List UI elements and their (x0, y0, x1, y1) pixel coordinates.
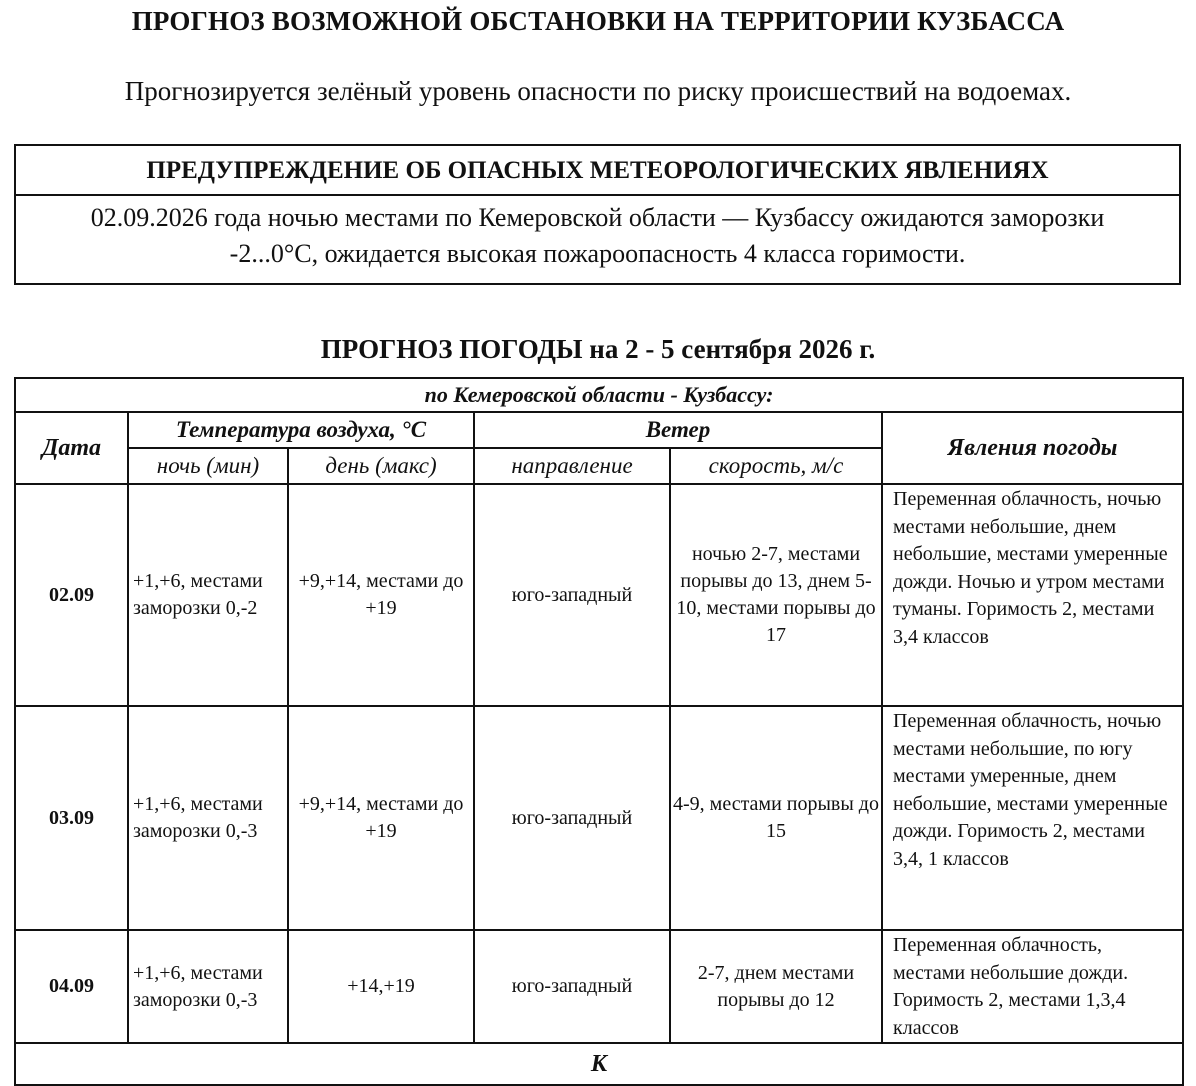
wind-header: Ветер (474, 412, 882, 448)
direction-header: направление (474, 448, 670, 484)
row-date: 03.09 (15, 706, 128, 930)
warning-heading: ПРЕДУПРЕЖДЕНИЕ ОБ ОПАСНЫХ МЕТЕОРОЛОГИЧЕСКИХ ЯВЛЕНИЯХ (16, 146, 1179, 196)
speed-header: скорость, м/с (670, 448, 882, 484)
row-phenomena: Переменная облачность, ночью местами небольшие, по югу местами умеренные, днем небольшие, местами умеренные дожди. Горимость 2, местами 3,4, 1 классов (882, 706, 1183, 930)
row-night-temp: +1,+6, местами заморозки 0,-3 (128, 706, 288, 930)
phenomena-header: Явления погоды (882, 412, 1183, 484)
forecast-title: ПРОГНОЗ ПОГОДЫ на 2 - 5 сентября 2026 г. (320, 334, 876, 364)
row-phenomena: Переменная облачность, ночью местами небольшие, днем небольшие, местами умеренные дожди. Ночью и утром местами туманы. Горимость 2, местами 3,4 классов (882, 484, 1183, 706)
temperature-header: Температура воздуха, °C (128, 412, 474, 448)
row-wind-speed: 4-9, местами порывы до 15 (670, 706, 882, 930)
row-phenomena: Переменная облачность, местами небольшие дожди. Горимость 2, местами 1,3,4 классов (882, 930, 1183, 1043)
row-day-temp: +9,+14, местами до +19 (288, 706, 474, 930)
date-header: Дата (15, 412, 128, 484)
risk-statement: Прогнозируется зелёный уровень опасности по риску происшествий на водоемах. (124, 76, 1072, 106)
night-min-header: ночь (мин) (128, 448, 288, 484)
row-day-temp: +9,+14, местами до +19 (288, 484, 474, 706)
row-wind-direction: юго-западный (474, 706, 670, 930)
row-night-temp: +1,+6, местами заморозки 0,-3 (128, 930, 288, 1043)
row-date: 02.09 (15, 484, 128, 706)
page-title: ПРОГНОЗ ВОЗМОЖНОЙ ОБСТАНОВКИ НА ТЕРРИТОРИИ КУЗБАССА (131, 6, 1065, 36)
row-wind-speed: ночью 2-7, местами порывы до 13, днем 5-10, местами порывы до 17 (670, 484, 882, 706)
row-night-temp: +1,+6, местами заморозки 0,-2 (128, 484, 288, 706)
table-row (15, 930, 1183, 1043)
day-max-header: день (макс) (288, 448, 474, 484)
table-row (15, 706, 1183, 930)
cut-off-region-header: К (15, 1043, 1183, 1085)
warning-box (14, 144, 1181, 285)
region-header: по Кемеровской области - Кузбассу: (15, 378, 1183, 412)
forecast-table (14, 377, 1184, 1086)
row-date: 04.09 (15, 930, 128, 1043)
row-wind-direction: юго-западный (474, 484, 670, 706)
row-day-temp: +14,+19 (288, 930, 474, 1043)
table-row (15, 484, 1183, 706)
table-row-cut-off (15, 1043, 1183, 1085)
warning-text: 02.09.2026 года ночью местами по Кемеровской области — Кузбассу ожидаются заморозки -2...0°C, ожидается высокая пожароопасность 4 класса горимости. (90, 203, 1105, 268)
row-wind-direction: юго-западный (474, 930, 670, 1043)
row-wind-speed: 2-7, днем местами порывы до 12 (670, 930, 882, 1043)
